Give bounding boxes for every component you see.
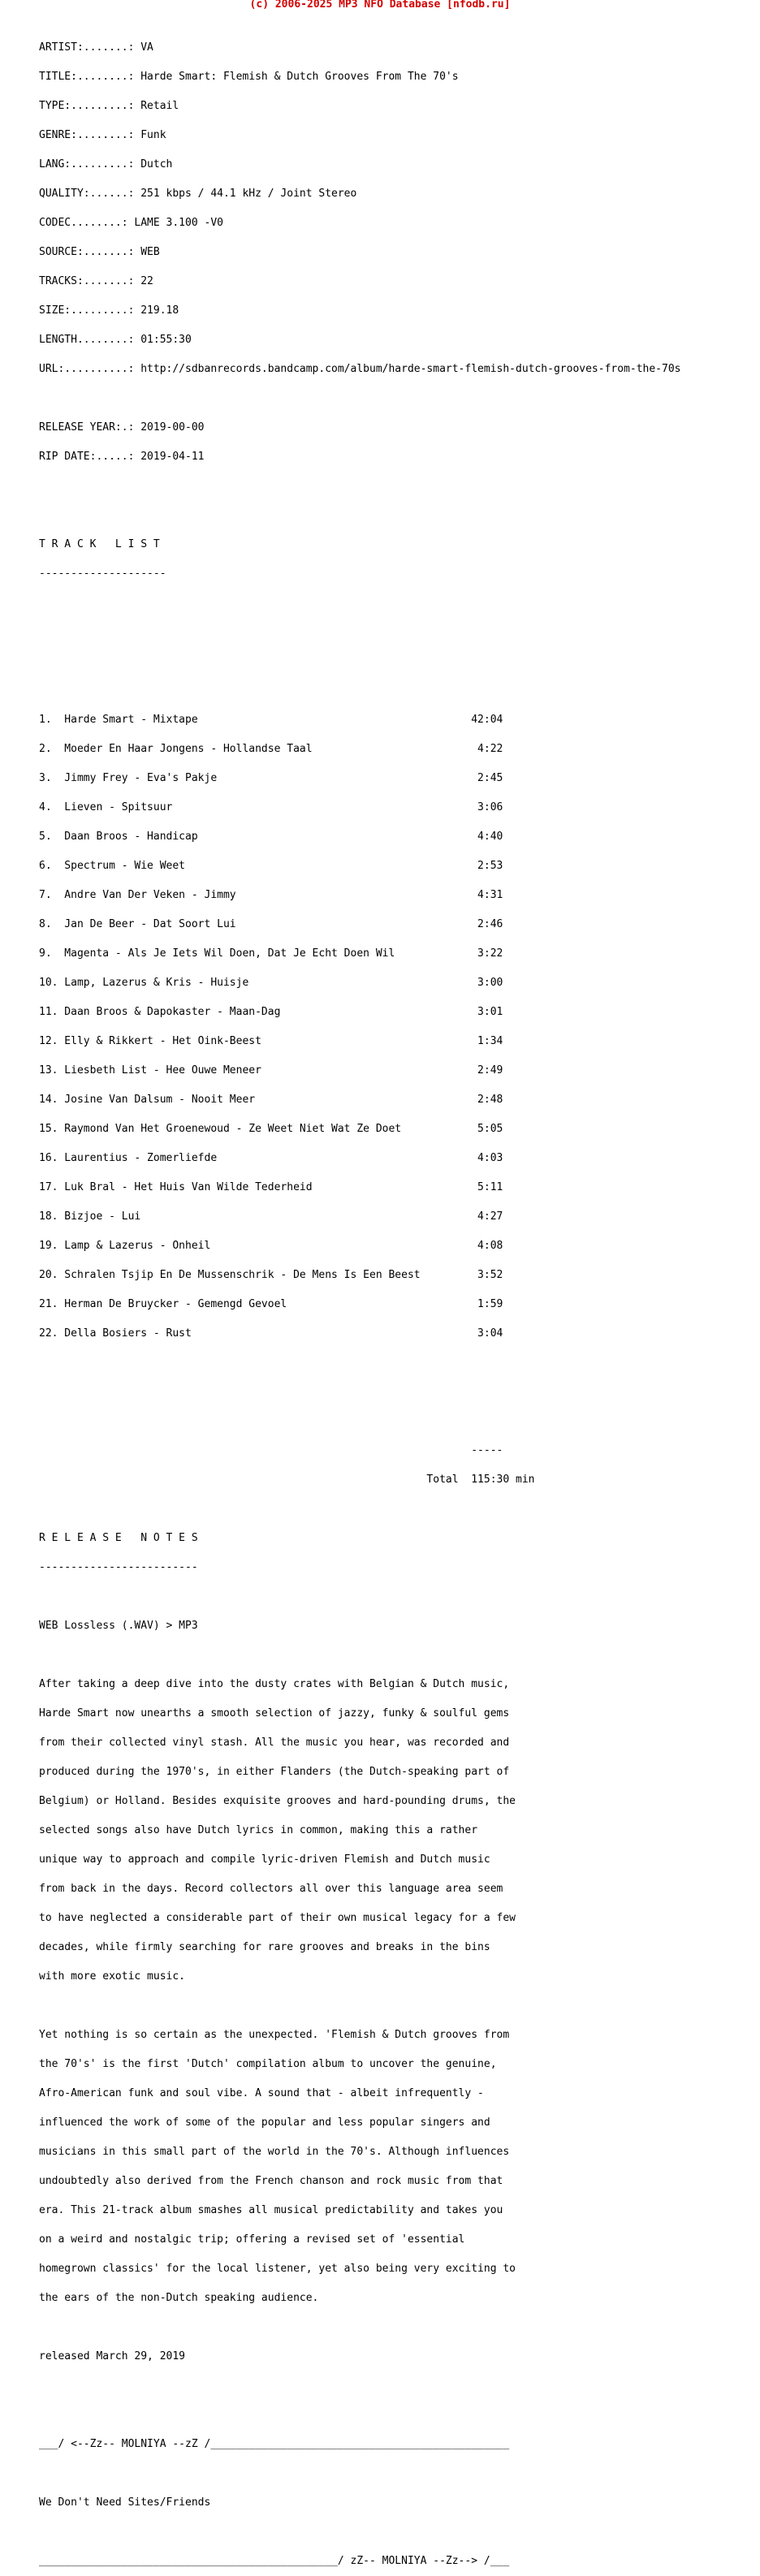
release-notes-heading: R E L E A S E N O T E S xyxy=(39,1532,198,1544)
tracklist-underline: -------------------- xyxy=(39,567,166,580)
blank-line xyxy=(39,657,681,667)
track-row: 10. Lamp, Lazerus & Kris - Huisje 3:00 xyxy=(39,977,503,989)
tracklist-heading: T R A C K L I S T xyxy=(39,538,160,550)
quality-line: QUALITY:......: 251 kbps / 44.1 kHz / Joint Stereo xyxy=(39,188,357,200)
notes-line: selected songs also have Dutch lyrics in common, making this a rather xyxy=(39,1824,478,1836)
track-row: 13. Liesbeth List - Hee Ouwe Meneer 2:49 xyxy=(39,1064,503,1077)
artist-line: ARTIST:.......: VA xyxy=(39,41,153,54)
notes-line: musicians in this small part of the world in the 70's. Although influences xyxy=(39,2146,510,2158)
total-rule: ----- xyxy=(39,1444,503,1456)
blank-line xyxy=(39,2469,681,2479)
track-row: 1. Harde Smart - Mixtape 42:04 xyxy=(39,714,503,726)
track-row: 9. Magenta - Als Je Iets Wil Doen, Dat Je Echt Doen Wil 3:22 xyxy=(39,947,503,960)
blank-line xyxy=(39,1650,681,1660)
nfodb-banner: (c) 2006-2025 MP3 NFO Database [nfodb.ru] xyxy=(249,0,511,11)
track-row: 14. Josine Van Dalsum - Nooit Meer 2:48 xyxy=(39,1094,503,1106)
track-row: 17. Luk Bral - Het Huis Van Wilde Tederheid 5:11 xyxy=(39,1181,503,1193)
notes-line: Belgium) or Holland. Besides exquisite grooves and hard-pounding drums, the xyxy=(39,1795,516,1807)
blank-line xyxy=(39,2001,681,2011)
track-row: 12. Elly & Rikkert - Het Oink-Beest 1:34 xyxy=(39,1035,503,1047)
lang-line: LANG:.........: Dutch xyxy=(39,158,173,170)
blank-line xyxy=(39,1417,681,1426)
rip-date-line: RIP DATE:.....: 2019-04-11 xyxy=(39,451,205,463)
nfo-document xyxy=(39,24,681,2576)
blank-line xyxy=(39,1358,681,1368)
notes-line: influenced the work of some of the popular and less popular singers and xyxy=(39,2116,490,2129)
blank-line xyxy=(39,686,681,696)
notes-line: with more exotic music. xyxy=(39,1970,186,1983)
blank-line xyxy=(39,1504,681,1514)
track-row: 18. Bizjoe - Lui 4:27 xyxy=(39,1210,503,1223)
blank-line xyxy=(39,628,681,637)
genre-line: GENRE:........: Funk xyxy=(39,129,166,141)
track-row: 2. Moeder En Haar Jongens - Hollandse Taal 4:22 xyxy=(39,743,503,755)
track-row: 7. Andre Van Der Veken - Jimmy 4:31 xyxy=(39,889,503,901)
tagline: We Don't Need Sites/Friends xyxy=(39,2496,211,2509)
type-line: TYPE:.........: Retail xyxy=(39,100,179,112)
track-row: 19. Lamp & Lazerus - Onheil 4:08 xyxy=(39,1240,503,1252)
notes-line: decades, while firmly searching for rare grooves and breaks in the bins xyxy=(39,1941,490,1953)
size-line: SIZE:.........: 219.18 xyxy=(39,304,179,317)
blank-line xyxy=(39,598,681,608)
track-row: 5. Daan Broos - Handicap 4:40 xyxy=(39,831,503,843)
released-date: released March 29, 2019 xyxy=(39,2350,186,2362)
signature-top: ___/ <--Zz-- MOLNIYA --zZ /_______________________________________________ xyxy=(39,2438,510,2450)
track-row: 21. Herman De Bruycker - Gemengd Gevoel 1:59 xyxy=(39,1298,503,1310)
track-row: 22. Della Bosiers - Rust 3:04 xyxy=(39,1327,503,1340)
notes-line: the 70's' is the first 'Dutch' compilation album to uncover the genuine, xyxy=(39,2058,497,2070)
notes-line: homegrown classics' for the local listener, yet also being very exciting to xyxy=(39,2263,516,2275)
codec-line: CODEC........: LAME 3.100 -V0 xyxy=(39,217,223,229)
notes-line: the ears of the non-Dutch speaking audience. xyxy=(39,2292,319,2304)
format-line: WEB Lossless (.WAV) > MP3 xyxy=(39,1620,198,1632)
blank-line xyxy=(39,511,681,520)
track-row: 8. Jan De Beer - Dat Soort Lui 2:46 xyxy=(39,918,503,930)
track-row: 6. Spectrum - Wie Weet 2:53 xyxy=(39,860,503,872)
release-year-line: RELEASE YEAR:.: 2019-00-00 xyxy=(39,421,205,434)
blank-line xyxy=(39,2323,681,2332)
blank-line xyxy=(39,481,681,491)
track-row: 20. Schralen Tsjip En De Mussenschrik - De Mens Is Een Beest 3:52 xyxy=(39,1269,503,1281)
notes-line: from their collected vinyl stash. All the music you hear, was recorded and xyxy=(39,1737,510,1749)
notes-line: from back in the days. Record collectors all over this language area seem xyxy=(39,1883,503,1895)
title-line: TITLE:........: Harde Smart: Flemish & Dutch Grooves From The 70's xyxy=(39,71,459,83)
blank-line xyxy=(39,1387,681,1397)
length-line: LENGTH........: 01:55:30 xyxy=(39,334,192,346)
track-row: 16. Laurentius - Zomerliefde 4:03 xyxy=(39,1152,503,1164)
notes-line: Afro-American funk and soul vibe. A sound that - albeit infrequently - xyxy=(39,2087,484,2099)
track-row: 4. Lieven - Spitsuur 3:06 xyxy=(39,801,503,813)
total-length: Total 115:30 min xyxy=(39,1474,535,1486)
notes-line: to have neglected a considerable part of their own musical legacy for a few xyxy=(39,1912,516,1924)
notes-line: era. This 21-track album smashes all musical predictability and takes you xyxy=(39,2204,503,2216)
notes-line: Harde Smart now unearths a smooth selection of jazzy, funky & soulful gems xyxy=(39,1707,510,1719)
blank-line xyxy=(39,2410,681,2420)
release-notes-underline: ------------------------- xyxy=(39,1561,198,1573)
track-row: 3. Jimmy Frey - Eva's Pakje 2:45 xyxy=(39,772,503,784)
track-row: 11. Daan Broos & Dapokaster - Maan-Dag 3:01 xyxy=(39,1006,503,1018)
notes-line: After taking a deep dive into the dusty crates with Belgian & Dutch music, xyxy=(39,1678,510,1690)
blank-line xyxy=(39,2527,681,2537)
notes-line: Yet nothing is so certain as the unexpected. 'Flemish & Dutch grooves from xyxy=(39,2029,510,2041)
blank-line xyxy=(39,1592,681,1602)
blank-line xyxy=(39,2381,681,2391)
track-row: 15. Raymond Van Het Groenewoud - Ze Weet Niet Wat Ze Doet 5:05 xyxy=(39,1123,503,1135)
notes-line: undoubtedly also derived from the French chanson and rock music from that xyxy=(39,2175,503,2187)
source-line: SOURCE:.......: WEB xyxy=(39,246,160,258)
signature-bottom: _______________________________________________/ zZ-- MOLNIYA --Zz--> /___ xyxy=(39,2555,510,2567)
url-line: URL:..........: http://sdbanrecords.bandcamp.com/album/harde-smart-flemish-dutch-grooves-from-the-70s xyxy=(39,363,681,375)
tracks-line: TRACKS:.......: 22 xyxy=(39,275,153,287)
notes-line: unique way to approach and compile lyric-driven Flemish and Dutch music xyxy=(39,1853,490,1866)
notes-line: produced during the 1970's, in either Flanders (the Dutch-speaking part of xyxy=(39,1766,510,1778)
notes-line: on a weird and nostalgic trip; offering a revised set of 'essential xyxy=(39,2233,465,2246)
blank-line xyxy=(39,394,681,403)
